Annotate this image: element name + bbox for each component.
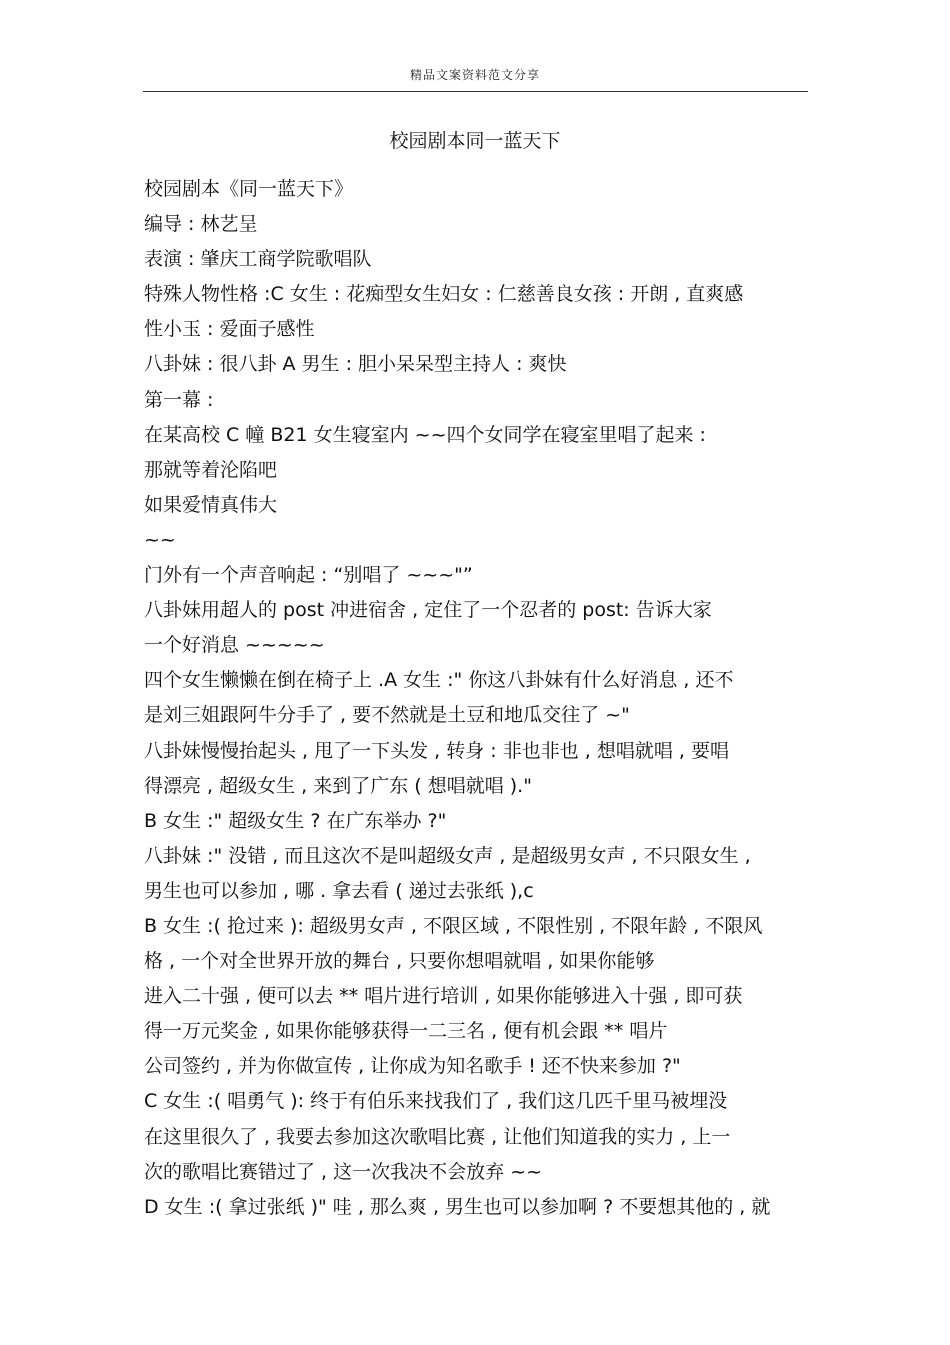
body-line: 在这里很久了 , 我要去参加这次歌唱比赛 , 让他们知道我的实力 , 上一 (144, 1125, 731, 1148)
body-line: B 女生 :( 抢过来 ): 超级男女声 , 不限区域 , 不限性别 , 不限年龄 , 不限风 (144, 914, 763, 937)
body-line: 八卦妹慢慢抬起头 , 甩了一下头发 , 转身 : 非也非也 , 想唱就唱 , 要唱 (144, 739, 729, 762)
body-line: 八卦妹用超人的 post 冲进宿舍 , 定住了一个忍者的 post: 告诉大家 (144, 599, 712, 622)
body-line: 性小玉 : 爱面子感性 (144, 318, 315, 341)
body-line: 得一万元奖金 , 如果你能够获得一二三名 , 便有机会跟 ** 唱片 (144, 1020, 668, 1043)
body-line: 得漂亮 , 超级女生 , 来到了广东 ( 想唱就唱 )." (144, 774, 532, 797)
body-line: B 女生 :" 超级女生 ? 在广东举办 ?" (144, 809, 447, 832)
body-line: 在某高校 C 幢 B21 女生寝室内 ~~四个女同学在寝室里唱了起来 : (144, 423, 706, 446)
body-line: 第一幕 : (144, 388, 214, 411)
document-title: 校园剧本同一蓝天下 (389, 130, 561, 152)
body-line: C 女生 :( 唱勇气 ): 终于有伯乐来找我们了 , 我们这几匹千里马被埋没 (144, 1090, 728, 1113)
page-header: 精品文案资料范文分享 (409, 68, 540, 82)
body-line: 次的歌唱比赛错过了 , 这一次我决不会放弃 ~~ (144, 1160, 542, 1183)
body-line: 八卦妹 :" 没错 , 而且这次不是叫超级女声 , 是超级男女声 , 不只限女生 , (144, 844, 751, 867)
body-line: 那就等着沦陷吧 (144, 458, 278, 481)
body-line: 八卦妹 : 很八卦 A 男生 : 胆小呆呆型主持人 : 爽快 (144, 353, 567, 376)
body-line: 男生也可以参加 , 哪 . 拿去看 ( 递过去张纸 ),c (144, 879, 534, 902)
body-line: 如果爱情真伟大 (144, 493, 278, 516)
document-body (144, 172, 816, 1225)
body-line: D 女生 :( 拿过张纸 )" 哇 , 那么爽 , 男生也可以参加啊 ? 不要想其他的 , 就 (144, 1195, 771, 1218)
body-line: 进入二十强 , 便可以去 ** 唱片进行培训 , 如果你能够进入十强 , 即可获 (144, 985, 743, 1008)
body-line: 公司签约 , 并为你做宣传 , 让你成为知名歌手 ! 还不快来参加 ?" (144, 1055, 681, 1078)
body-line: 格 , 一个对全世界开放的舞台 , 只要你想唱就唱 , 如果你能够 (144, 950, 655, 973)
header-divider (143, 91, 808, 92)
body-line: 一个好消息 ~~~~~ (144, 634, 325, 657)
body-line: 门外有一个声音响起 : “别唱了 ~~~"” (144, 564, 473, 587)
body-line: 编导 : 林艺呈 (144, 213, 258, 236)
body-line: 校园剧本《同一蓝天下》 (144, 178, 354, 200)
body-line: 表演 : 肇庆工商学院歌唱队 (144, 248, 372, 271)
body-line: 四个女生懒懒在倒在椅子上 .A 女生 :" 你这八卦妹有什么好消息 , 还不 (144, 669, 734, 692)
body-line: 是刘三姐跟阿牛分手了 , 要不然就是土豆和地瓜交往了 ~" (144, 704, 630, 727)
body-line: 特殊人物性格 :C 女生 : 花痴型女生妇女 : 仁慈善良女孩 : 开朗 , 直爽感 (144, 283, 744, 306)
body-line: ~~ (144, 528, 176, 551)
